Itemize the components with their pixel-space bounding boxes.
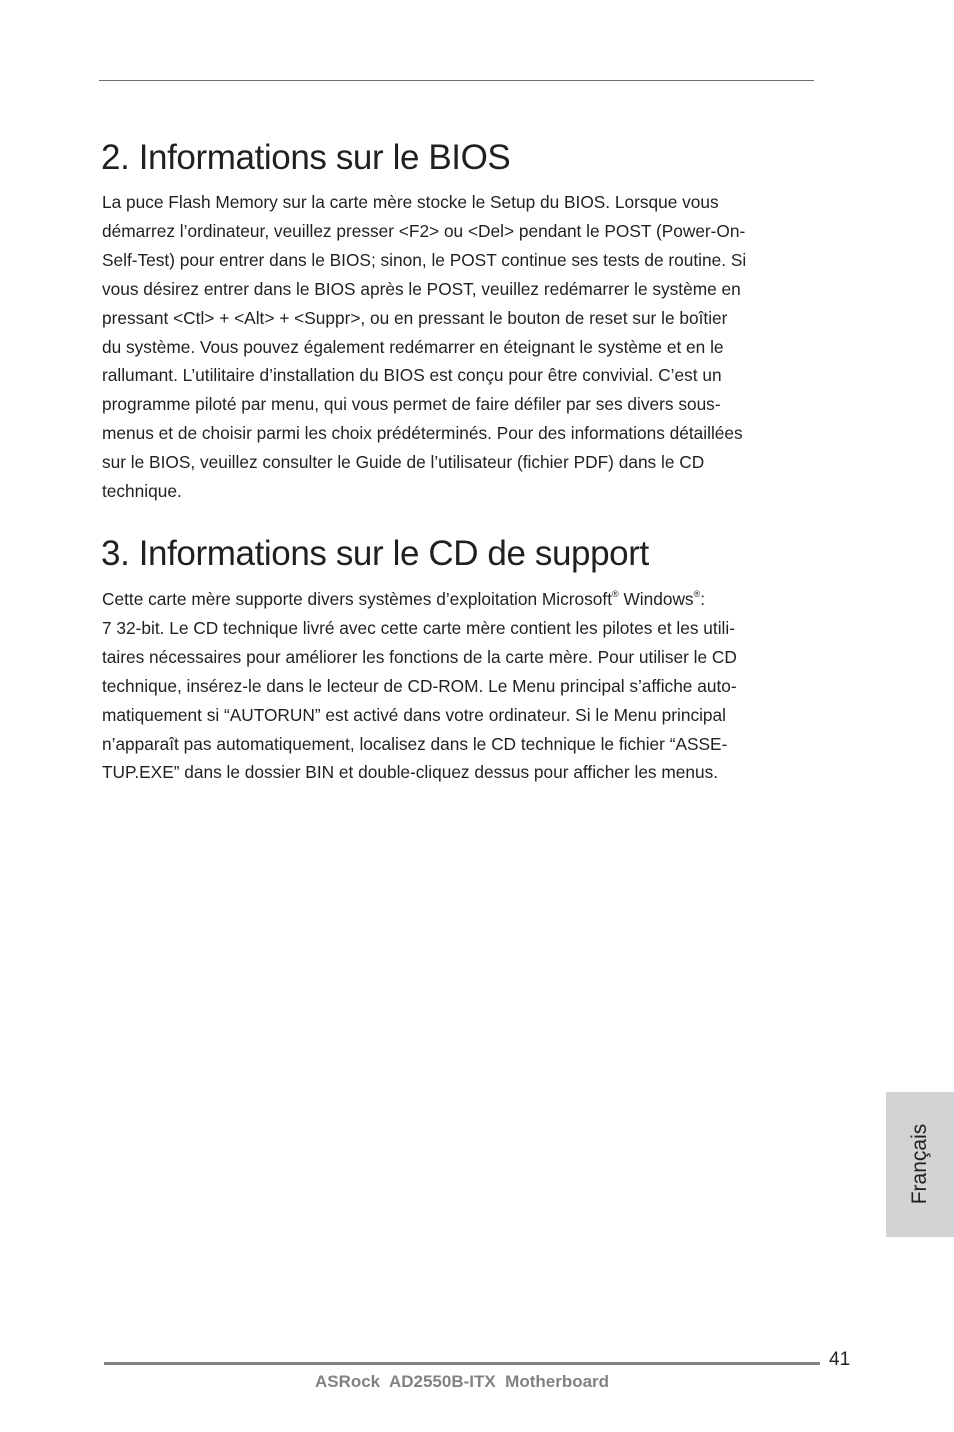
line-text: Cette carte mère supporte divers systèmes d’exploitation Microsoft	[102, 589, 613, 609]
paragraph-line	[102, 585, 824, 614]
paragraph-line: taires nécessaires pour améliorer les fonctions de la carte mère. Pour utiliser le CD	[102, 646, 737, 667]
paragraph-line: vous désirez entrer dans le BIOS après le POST, veuillez redémarrer le système en	[102, 278, 741, 299]
paragraph-line: Self-Test) pour entrer dans le BIOS; sinon, le POST continue ses tests de routine. Si	[102, 249, 747, 270]
paragraph-line: sur le BIOS, veuillez consulter le Guide de l’utilisateur (fichier PDF) dans le CD	[102, 452, 705, 473]
bios-paragraph	[102, 188, 824, 506]
line-text: :	[700, 589, 706, 609]
support-cd-paragraph	[102, 585, 824, 787]
paragraph-line: pressant <Ctl> + <Alt> + <Suppr>, ou en pressant le bouton de reset sur le boîtier	[102, 307, 728, 328]
paragraph-line: rallumant. L’utilitaire d’installation du BIOS est conçu pour être convivial. C’est un	[102, 365, 722, 386]
footer-divider	[104, 1362, 820, 1365]
registered-mark: ®	[693, 589, 701, 599]
paragraph-line: menus et de choisir parmi les choix prédéterminés. Pour des informations détaillées	[102, 423, 743, 444]
paragraph-line: programme piloté par menu, qui vous permet de faire défiler par ses divers sous-	[102, 394, 721, 415]
paragraph-line: matiquement si “AUTORUN” est activé dans votre ordinateur. Si le Menu principal	[102, 704, 726, 725]
paragraph-line: TUP.EXE” dans le dossier BIN et double-cliquez dessus pour afficher les menus.	[102, 762, 719, 783]
paragraph-line: n’apparaît pas automatiquement, localisez dans le CD technique le fichier “ASSE-	[102, 733, 728, 754]
section-title-bios: 2. Informations sur le BIOS	[101, 138, 511, 177]
top-divider	[99, 80, 814, 81]
line-text: Windows	[618, 589, 694, 609]
language-tab	[886, 1092, 954, 1237]
paragraph-line: du système. Vous pouvez également redémarrer en éteignant le système et en le	[102, 336, 724, 357]
paragraph-line: 7 32-bit. Le CD technique livré avec cette carte mère contient les pilotes et les utili-	[102, 617, 735, 638]
section-title-support-cd: 3. Informations sur le CD de support	[101, 534, 649, 573]
footer-product-name: ASRock AD2550B-ITX Motherboard	[314, 1372, 610, 1391]
language-tab-label: Français	[908, 1123, 931, 1205]
paragraph-line: La puce Flash Memory sur la carte mère stocke le Setup du BIOS. Lorsque vous	[102, 192, 719, 212]
paragraph-line: démarrez l’ordinateur, veuillez presser <F2> ou <Del> pendant le POST (Power-On-	[102, 220, 746, 241]
page-number: 41	[829, 1349, 851, 1370]
paragraph-line: technique.	[102, 481, 182, 502]
paragraph-line: technique, insérez-le dans le lecteur de CD-ROM. Le Menu principal s’affiche auto-	[102, 675, 737, 696]
registered-mark: ®	[612, 589, 619, 599]
